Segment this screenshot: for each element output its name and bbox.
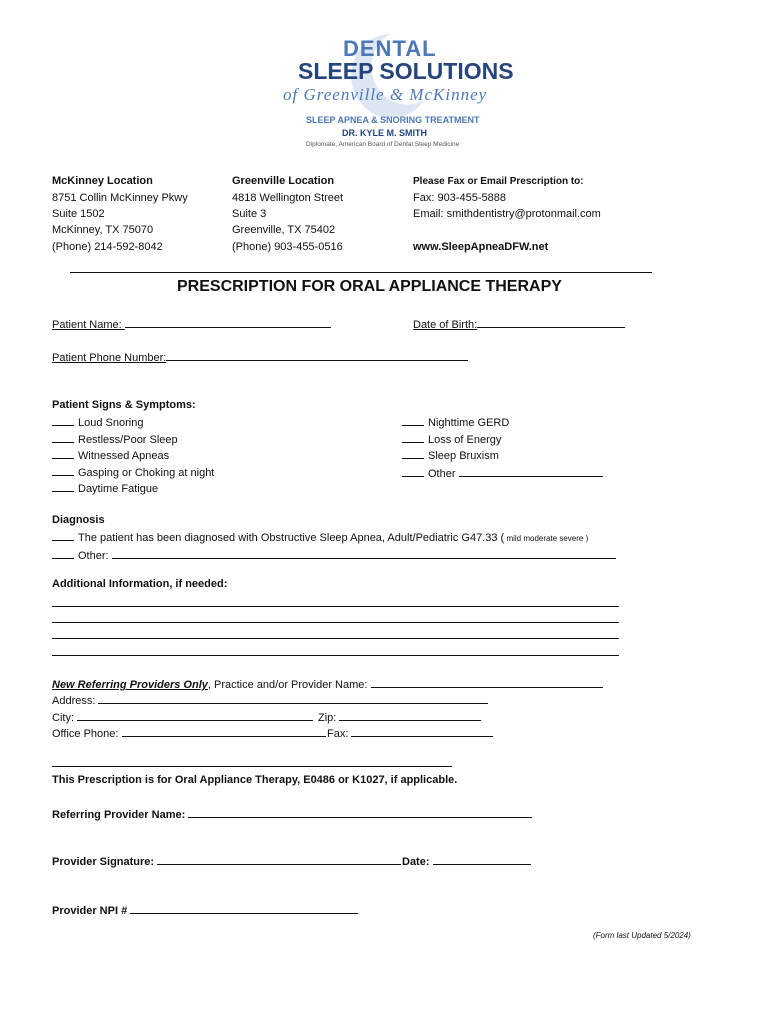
- symptom-item[interactable]: Sleep Bruxism: [402, 448, 499, 462]
- logo-credential: Diplomate, American Board of Dental Sleep Medicine: [306, 141, 460, 148]
- symptom-item[interactable]: Nighttime GERD: [402, 415, 509, 429]
- contact-email[interactable]: Email: smithdentistry@protonmail.com: [413, 208, 601, 220]
- contact-heading: Please Fax or Email Prescription to:: [413, 176, 584, 187]
- patient-name-input[interactable]: [125, 316, 331, 328]
- footer-note: (Form last Updated 5/2024): [593, 931, 691, 940]
- greenville-city: Greenville, TX 75402: [232, 224, 336, 236]
- symptoms-heading: Patient Signs & Symptoms:: [52, 399, 196, 411]
- patient-phone-field[interactable]: [52, 349, 468, 364]
- zip-input[interactable]: [339, 709, 481, 721]
- symptom-item[interactable]: Loss of Energy: [402, 432, 501, 446]
- city-input[interactable]: [77, 709, 313, 721]
- greenville-suite: Suite 3: [232, 208, 267, 220]
- new-ref-field[interactable]: New Referring Providers Only, Practice and/or Provider Name:: [52, 676, 603, 691]
- logo-sleep-solutions: SLEEP SOLUTIONS: [298, 58, 514, 84]
- logo-script: of Greenville & McKinney: [283, 85, 488, 104]
- office-phone-field[interactable]: Office Phone:: [52, 725, 326, 740]
- mckinney-street: 8751 Collin McKinney Pkwy: [52, 192, 188, 204]
- contact-website[interactable]: www.SleepApneaDFW.net: [413, 241, 549, 253]
- rx-statement: This Prescription is for Oral Appliance Therapy, E0486 or K1027, if applicable.: [52, 774, 458, 786]
- signature-field[interactable]: Provider Signature:: [52, 853, 401, 868]
- patient-phone-input[interactable]: [166, 349, 468, 361]
- greenville-phone: (Phone) 903-455-0516: [232, 241, 343, 253]
- contact-fax: Fax: 903-455-5888: [413, 192, 506, 204]
- mckinney-city: McKinney, TX 75070: [52, 224, 154, 236]
- patient-phone-label: Patient Phone Number:: [52, 352, 167, 364]
- additional-line[interactable]: [52, 645, 619, 656]
- referring-provider-input[interactable]: [188, 806, 532, 818]
- separator-line: [52, 758, 452, 767]
- diagnosis-osa[interactable]: The patient has been diagnosed with Obstructive Sleep Apnea, Adult/Pediatric G47.33 ( mild moderate severe ): [52, 530, 588, 544]
- mckinney-phone: (Phone) 214-592-8042: [52, 241, 163, 253]
- page-title: PRESCRIPTION FOR ORAL APPLIANCE THERAPY: [177, 278, 562, 295]
- npi-field[interactable]: Provider NPI #: [52, 902, 358, 917]
- patient-name-field[interactable]: [52, 316, 331, 331]
- diagnosis-heading: Diagnosis: [52, 514, 105, 526]
- logo-tagline: SLEEP APNEA & SNORING TREATMENT: [306, 115, 480, 125]
- greenville-heading: Greenville Location: [232, 175, 335, 187]
- additional-heading: Additional Information, if needed:: [52, 578, 228, 590]
- zip-field[interactable]: Zip:: [318, 709, 481, 724]
- symptom-other-input[interactable]: [459, 465, 603, 477]
- symptom-item[interactable]: Witnessed Apneas: [52, 448, 169, 462]
- symptom-item[interactable]: Daytime Fatigue: [52, 481, 158, 495]
- fax-field[interactable]: Fax:: [327, 725, 493, 740]
- symptom-item[interactable]: Gasping or Choking at night: [52, 465, 214, 479]
- patient-name-label: Patient Name:: [52, 319, 125, 331]
- dob-label: Date of Birth:: [413, 319, 478, 331]
- address-input[interactable]: [98, 692, 488, 704]
- fax-input[interactable]: [351, 725, 493, 737]
- additional-line[interactable]: [52, 628, 619, 639]
- mckinney-suite: Suite 1502: [52, 208, 105, 220]
- signature-input[interactable]: [157, 853, 401, 865]
- date-field[interactable]: Date:: [402, 853, 531, 868]
- new-ref-label: New Referring Providers Only: [52, 679, 208, 691]
- dob-input[interactable]: [477, 316, 625, 328]
- greenville-street: 4818 Wellington Street: [232, 192, 344, 204]
- symptom-item[interactable]: Restless/Poor Sleep: [52, 432, 178, 446]
- additional-line[interactable]: [52, 612, 619, 623]
- mckinney-heading: McKinney Location: [52, 175, 153, 187]
- symptom-other[interactable]: Other: [402, 465, 603, 480]
- practice-name-input[interactable]: [371, 676, 603, 688]
- diagnosis-other[interactable]: Other:: [52, 547, 616, 562]
- divider: [70, 272, 652, 273]
- additional-line[interactable]: [52, 596, 619, 607]
- diagnosis-other-input[interactable]: [112, 547, 616, 559]
- city-field[interactable]: City:: [52, 709, 313, 724]
- logo-dental: DENTAL: [343, 36, 437, 61]
- address-field[interactable]: Address:: [52, 692, 488, 707]
- logo-doctor: DR. KYLE M. SMITH: [342, 128, 427, 138]
- dob-field[interactable]: [413, 316, 625, 331]
- office-phone-input[interactable]: [122, 725, 326, 737]
- npi-input[interactable]: [130, 902, 358, 914]
- symptom-item[interactable]: Loud Snoring: [52, 415, 143, 429]
- referring-provider-field[interactable]: Referring Provider Name:: [52, 806, 532, 821]
- date-input[interactable]: [433, 853, 531, 865]
